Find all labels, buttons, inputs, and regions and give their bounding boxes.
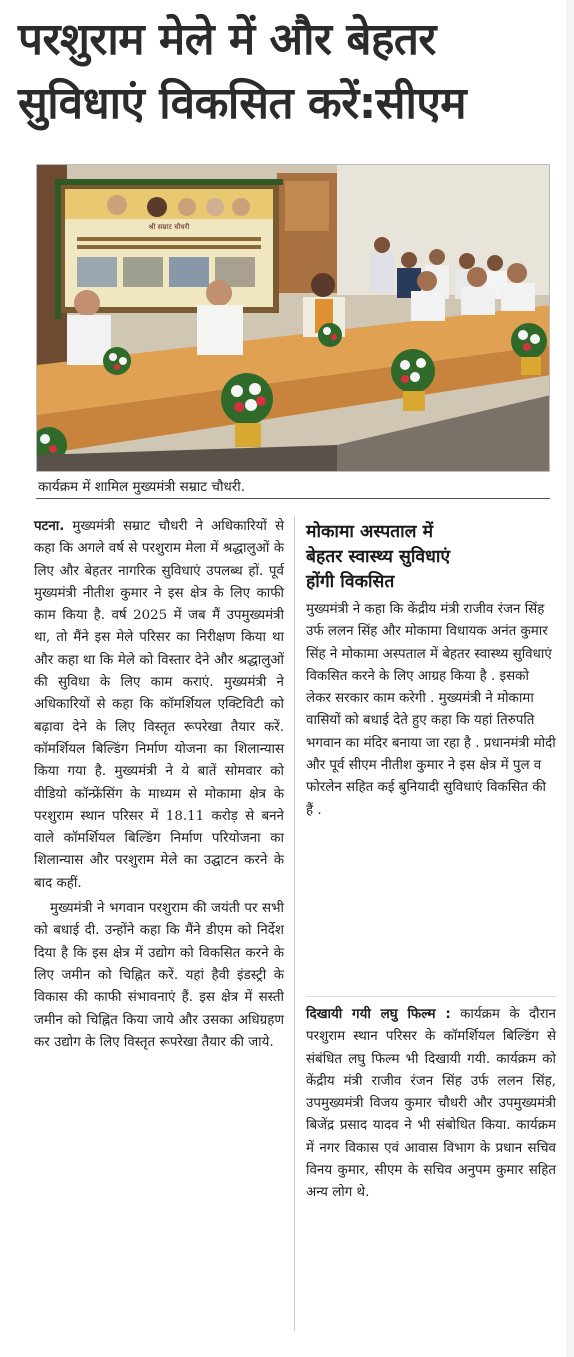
main-story xyxy=(34,516,284,1054)
side-heading-line-3: होंगी विकसित xyxy=(306,572,395,592)
main-story-para-1-text: मुख्यमंत्री सम्राट चौधरी ने अधिकारियों से कहा कि अगले वर्ष से परशुराम मेला में श्रद्धालुओं के लिए और बेहतर नागरिक सुविधाएं उपलब्ध हों. पूर्व मुख्यमंत्री नीतीश कुमार ने इस क्षेत्र के लिए काफी काम किया है. वर्ष 2025 में जब मैं उपमुख्यमंत्री था, तो मैंने इस मेले परिसर का निरीक्षण किया था और कहा था कि मेले को विस्तार देने और श्रद्धालुओं की सुविधा के लिए काम कराएं. मुख्यमंत्री ने अधिकारियों से कहा कि कॉमर्शियल एक्टिविटी को बढ़ावा देने के लिए विस्तृत रूपरेखा तैयार करें. कॉमर्शियल बिल्डिंग निर्माण योजना का शिलान्यास किया गया है. मुख्यमंत्री ने ये बातें सोमवार को वीडियो कॉन्फ्रेंसिंग के माध्यम से मोकामा क्षेत्र के परशुराम स्थान परिसर में 18.11 करोड़ से बनने वाले कॉमर्शियल बिल्डिंग निर्माण परियोजना का शिलान्यास और परशुराम मेले का उद्घाटन करने के बाद कहीं. xyxy=(34,519,284,891)
film-story-body: कार्यक्रम के दौरान परशुराम स्थान परिसर के कॉमर्शियल बिल्डिंग से संबंधित लघु फिल्म भी दिखायी गयी. कार्यक्रम को केंद्रीय मंत्री राजीव रंजन सिंह उर्फ ललन सिंह, उपमुख्यमंत्री विजय कुमार चौधरी और उपमुख्यमंत्री बिजेंद्र प्रसाद यादव ने भी संबोधित किया. कार्यक्रम में नगर विकास एवं आवास विभाग के प्रधान सचिव विनय कुमार, सीएम के सचिव अनुपम कुमार सहित अन्य लोग थे. xyxy=(306,1007,556,1201)
banner-title: श्री सम्राट चौधरी xyxy=(148,223,190,231)
film-story xyxy=(306,1004,556,1205)
column-divider xyxy=(294,516,295,1331)
photo-caption: कार्यक्रम में शामिल मुख्यमंत्री सम्राट चौधरी. xyxy=(36,477,550,499)
side-heading-line-1: मोकामा अस्पताल में xyxy=(306,522,434,542)
page-edge xyxy=(566,0,574,1357)
dateline: पटना. xyxy=(34,519,65,534)
headline-line-2: सुविधाएं विकसित करें:सीएम xyxy=(18,78,467,129)
film-story-label: दिखायी गयी लघु फिल्म : xyxy=(306,1007,451,1022)
meeting-scene xyxy=(37,165,550,472)
side-story xyxy=(306,520,556,822)
headline xyxy=(18,8,558,136)
side-story-heading xyxy=(306,520,556,595)
main-story-para-1 xyxy=(34,516,284,895)
headline-line-1: परशुराम मेले में और बेहतर xyxy=(18,14,436,65)
side-story-body: मुख्यमंत्री ने कहा कि केंद्रीय मंत्री राजीव रंजन सिंह उर्फ ललन सिंह और मोकामा विधायक अनंत कुमार सिंह ने मोकामा अस्पताल में बेहतर स्वास्थ्य सुविधाएं विकसित करने के लिए आग्रह किया है . इसको लेकर सरकार काम करेगी . मुख्यमंत्री ने मोकामा वासियों को बधाई देते हुए कहा कि यहां तिरुपति भगवान का मंदिर बनाया जा रहा है . प्रधानमंत्री मोदी और पूर्व सीएम नीतीश कुमार ने इस क्षेत्र में पुल व फोरलेन सहित कई बुनियादी सुविधाएं विकसित की हैं . xyxy=(306,602,556,818)
news-photo xyxy=(36,164,550,472)
side-heading-line-2: बेहतर स्वास्थ्य सुविधाएं xyxy=(306,547,451,567)
section-separator xyxy=(306,996,556,997)
main-story-para-2: मुख्यमंत्री ने भगवान परशुराम की जयंती पर सभी को बधाई दी. उन्होंने कहा कि मैंने डीएम को निर्देश दिया है कि इस क्षेत्र में उद्योग को विकसित करने के लिए जमीन को चिह्नित करें. यहां हैवी इंडस्ट्री के विकास की काफी संभावनाएं हैं. इस क्षेत्र में सस्ती जमीन को चिह्नित किया जाये और उसका अधिग्रहण कर उद्योग के लिए विस्तृत रूपरेखा तैयार की जाये. xyxy=(34,901,284,1050)
